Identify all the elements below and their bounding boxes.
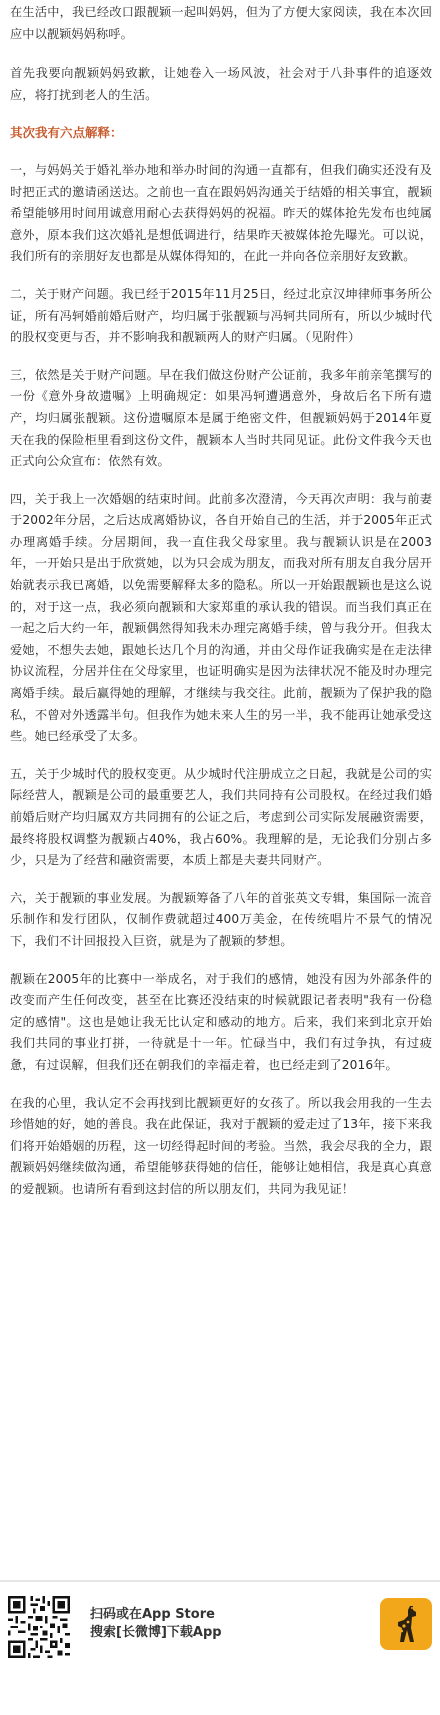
footer-download-text[interactable] — [90, 1606, 222, 1642]
footer-line-2: 搜索[长微博]下载App — [90, 1625, 222, 1640]
footer-divider — [0, 1580, 440, 1582]
point-5-paragraph: 五，关于少城时代的股权变更。从少城时代注册成立之日起，我就是公司的实际经营人，靓颖是公司的最重要艺人，我们共同持有公司股权。在经过我们婚前婚后财产均归属双方共同拥有的公证之后，考虑到公司实际发展融资需要，最终将股权调整为靓颖占40%，我占60%。我理解的是，无论我们分别占多少，只是为了经营和融资需要，本质上都是夫妻共同财产。 — [10, 766, 432, 868]
section-title: 其次我有六点解释： — [10, 125, 123, 141]
intro-paragraph: 在生活中，我已经改口跟靓颖一起叫妈妈，但为了方便大家阅读，我在本次回应中以靓颖妈妈称呼。 — [10, 5, 432, 41]
closing-paragraph-1: 靓颖在2005年的比赛中一举成名，对于我们的感情，她没有因为外部条件的改变而产生任何改变，甚至在比赛还没结束的时候就跟记者表明"我有一份稳定的感情"。这也是她让我无比认定和感动的地方。后来，我们来到北京开始我们共同的事业打拼，一待就是十一年。忙碌当中，我们有过争执，有过疲惫，有过误解，但我们还在朝我们的幸福走着，也已经走到了2016年。 — [10, 971, 432, 1072]
footer-line-1: 扫码或在App Store — [90, 1607, 215, 1622]
article-body — [10, 2, 432, 1217]
point-3-paragraph: 三，依然是关于财产问题。早在我们做这份财产公证前，我多年前亲笔撰写的一份《意外身故遗嘱》上明确规定：如果冯轲遭遇意外，身故后名下所有遗产，均归属张靓颖。这份遗嘱原本是属于绝密文件，但靓颖妈妈于2014年夏天在我的保险柜里看到这份文件，靓颖本人当时共同见证。此份文件我今天也正式向公众宣布：依然有效。 — [10, 367, 432, 469]
closing-paragraph-2: 在我的心里，我认定不会再找到比靓颖更好的女孩了。所以我会用我的一生去珍惜她的好，她的善良。我在此保证，我对于靓颖的爱走过了13年，接下来我们将开始婚姻的历程，这一切经得起时间的考验。当然，我会尽我的全力，跟靓颖妈妈继续做沟通，希望能够获得她的信任，能够让她相信，我是真心真意的爱靓颖。也请所有看到这封信的所以朋友们，共同为我见证！ — [10, 1095, 432, 1196]
giraffe-app-icon[interactable] — [380, 1598, 432, 1650]
point-1-paragraph: 一，与妈妈关于婚礼举办地和举办时间的沟通一直都有，但我们确实还没有及时把正式的邀请函送达。之前也一直在跟妈妈沟通关于结婚的相关事宜，靓颖希望能够用时间用诚意用耐心去获得妈妈的祝福。昨天的媒体抢先发布也纯属意外，原本我们这次婚礼是想低调进行，结果昨天被媒体抢先曝光。可以说，我们所有的亲朋好友也都是从媒体得知的，在此一并向各位亲朋好友致歉。 — [10, 162, 432, 264]
apology-paragraph: 首先我要向靓颖妈妈致歉，让她卷入一场风波，社会对于八卦事件的追逐效应，将打扰到老人的生活。 — [10, 66, 432, 102]
point-4-paragraph: 四，关于我上一次婚姻的结束时间。此前多次澄清，今天再次声明：我与前妻于2002年分居，之后达成离婚协议，各自开始自己的生活，并于2005年正式办理离婚手续。分居期间，我一直住我父母家里。我与靓颖认识是在2003年，一开始只是出于欣赏她，以为只会成为朋友，而我对所有朋友自我分居开始就表示我已离婚，以免需要解释太多的隐私。所以一开始跟靓颖也是这么说的，对于这一点，我必须向靓颖和大家郑重的承认我的错误。而当我们真正在一起之后大约一年，靓颖偶然得知我未办理完离婚手续，曾与我分开。但我太爱她，不想失去她，跟她长达几个月的沟通，并由父母作证我确实是在走法律协议流程，分居并住在父母家里，也证明确实是因为法律状况不能及时办理完离婚手续。最后赢得她的理解，才继续与我交往。此前，靓颖为了保护我的隐私，不曾对外透露半句。但我作为她未来人生的另一半，我不能再让她承受这些。她已经承受了太多。 — [10, 491, 432, 744]
point-2-paragraph: 二，关于财产问题。我已经于2015年11月25日，经过北京汉坤律师事务所公证，所有冯轲婚前婚后财产，均归属于张靓颖与冯轲共同所有，所以少城时代的股权变更与否，并不影响我和靓颖两人的财产归属。（见附件） — [10, 286, 432, 345]
qr-code-icon[interactable] — [8, 1596, 70, 1658]
point-6-paragraph: 六，关于靓颖的事业发展。为靓颖筹备了八年的首张英文专辑，集国际一流音乐制作和发行团队，仅制作费就超过400万美金，在传统唱片不景气的情况下，我们不计回报投入巨资，就是为了靓颖的梦想。 — [10, 890, 432, 948]
footer-banner — [0, 1588, 440, 1715]
